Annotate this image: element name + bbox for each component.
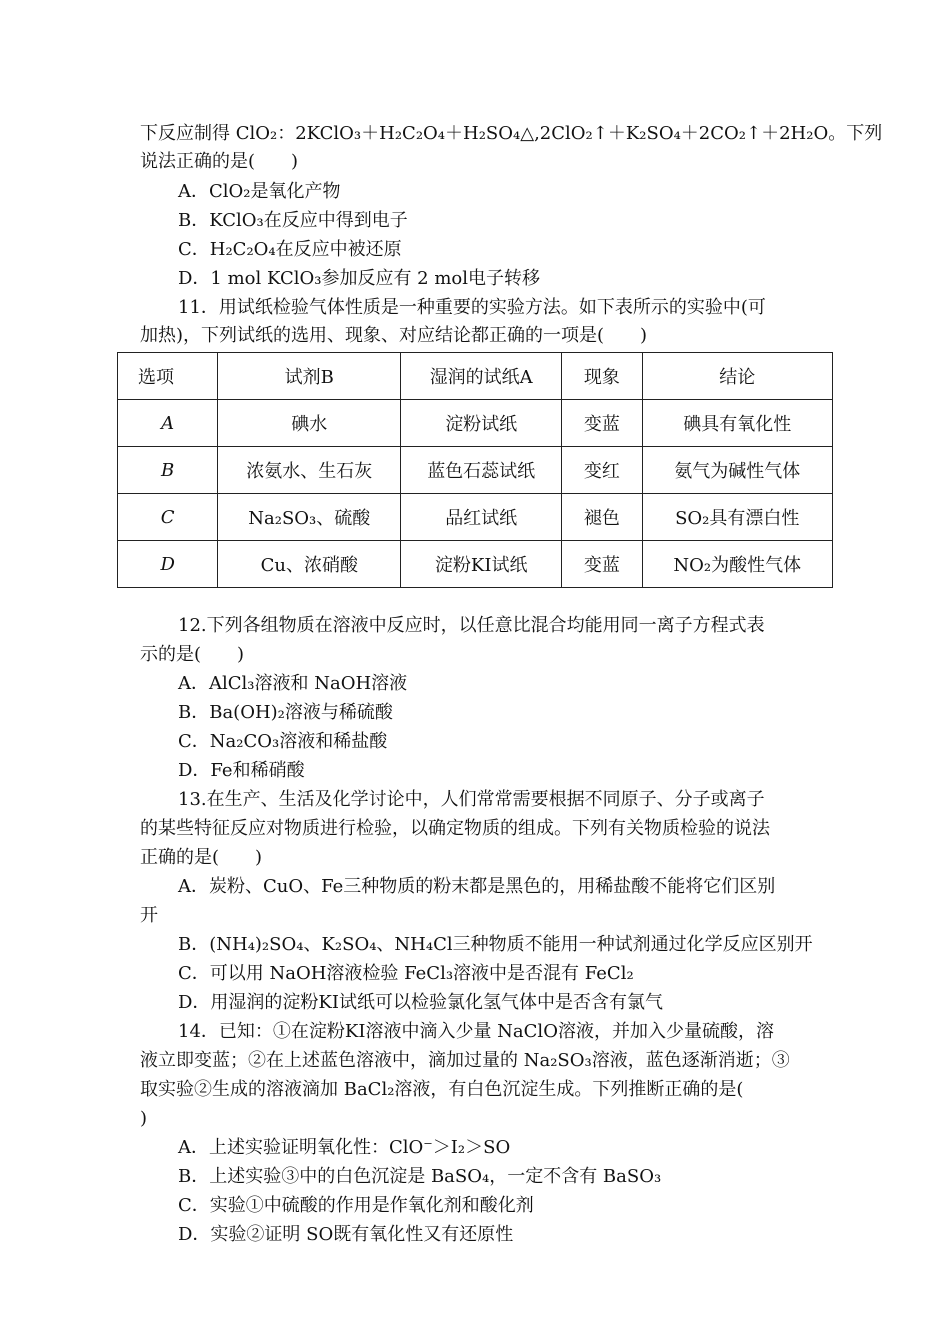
experiment-table <box>117 352 833 588</box>
q14-option-d: D．实验②证明 SO既有氧化性又有还原性 <box>178 1224 514 1245</box>
table-header-row <box>118 353 833 400</box>
q10-option-a: A．ClO₂是氧化产物 <box>178 181 341 202</box>
header-option: 选项 <box>118 353 218 400</box>
q12-option-d: D．Fe和稀硝酸 <box>178 760 305 781</box>
q14-option-c: C．实验①中硫酸的作用是作氧化剂和酸化剂 <box>178 1195 534 1216</box>
table-cell: 褪色 <box>562 494 642 541</box>
q10-stem-line-2: 说法正确的是( ) <box>140 151 299 172</box>
table-cell: 碘水 <box>218 400 401 447</box>
q10-option-b: B．KClO₃在反应中得到电子 <box>178 210 408 231</box>
q14-option-b: B．上述实验③中的白色沉淀是 BaSO₄，一定不含有 BaSO₃ <box>178 1166 662 1187</box>
table-cell: B <box>118 447 218 494</box>
table-row <box>118 400 833 447</box>
q13-option-a-line-1: A．炭粉、CuO、Fe三种物质的粉末都是黑色的，用稀盐酸不能将它们区别 <box>178 876 776 897</box>
table-cell: 变蓝 <box>562 541 642 588</box>
table-cell: 变红 <box>562 447 642 494</box>
q13-option-d: D．用湿润的淀粉KI试纸可以检验氯化氢气体中是否含有氯气 <box>178 992 663 1013</box>
q14-stem-line-3: 取实验②生成的溶液滴加 BaCl₂溶液，有白色沉淀生成。下列推断正确的是( <box>140 1079 744 1100</box>
header-conclusion: 结论 <box>642 353 832 400</box>
q12-stem-line-1: 12.下列各组物质在溶液中反应时，以任意比混合均能用同一离子方程式表 <box>178 615 765 636</box>
q13-stem-line-3: 正确的是( ) <box>140 847 263 868</box>
q12-option-a: A．AlCl₃溶液和 NaOH溶液 <box>178 673 408 694</box>
q14-stem-line-2: 液立即变蓝；②在上述蓝色溶液中，滴加过量的 Na₂SO₃溶液，蓝色逐渐消逝；③ <box>140 1050 790 1071</box>
table-cell: 淀粉试纸 <box>401 400 562 447</box>
table-cell: 浓氨水、生石灰 <box>218 447 401 494</box>
q11-stem-line-1: 11．用试纸检验气体性质是一种重要的实验方法。如下表所示的实验中(可 <box>178 297 766 318</box>
table-cell: 氨气为碱性气体 <box>642 447 832 494</box>
table-cell: 蓝色石蕊试纸 <box>401 447 562 494</box>
q13-option-c: C．可以用 NaOH溶液检验 FeCl₃溶液中是否混有 FeCl₂ <box>178 963 634 984</box>
header-phenomenon: 现象 <box>562 353 642 400</box>
q12-option-b: B．Ba(OH)₂溶液与稀硫酸 <box>178 702 393 723</box>
q14-option-a: A．上述实验证明氧化性：ClO⁻＞I₂＞SO <box>178 1137 511 1158</box>
q13-stem-line-1: 13.在生产、生活及化学讨论中，人们常常需要根据不同原子、分子或离子 <box>178 789 765 810</box>
q12-option-c: C．Na₂CO₃溶液和稀盐酸 <box>178 731 388 752</box>
q11-stem-line-2: 加热)，下列试纸的选用、现象、对应结论都正确的一项是( ) <box>140 325 648 346</box>
table-cell: 淀粉KI试纸 <box>401 541 562 588</box>
table-row <box>118 447 833 494</box>
table-cell: 碘具有氧化性 <box>642 400 832 447</box>
q13-option-a-line-2: 开 <box>140 905 158 926</box>
table-row <box>118 541 833 588</box>
q13-option-b: B．(NH₄)₂SO₄、K₂SO₄、NH₄Cl三种物质不能用一种试剂通过化学反应区别开 <box>178 934 813 955</box>
header-test-paper: 湿润的试纸A <box>401 353 562 400</box>
q14-stem-line-4: ) <box>140 1108 148 1129</box>
q14-stem-line-1: 14．已知：①在淀粉KI溶液中滴入少量 NaClO溶液，并加入少量硫酸，溶 <box>178 1021 774 1042</box>
header-reagent: 试剂B <box>218 353 401 400</box>
table-cell: 变蓝 <box>562 400 642 447</box>
table-cell: C <box>118 494 218 541</box>
table-cell: D <box>118 541 218 588</box>
table-cell: 品红试纸 <box>401 494 562 541</box>
q10-option-c: C．H₂C₂O₄在反应中被还原 <box>178 239 402 260</box>
q10-option-d: D．1 mol KClO₃参加反应有 2 mol电子转移 <box>178 268 541 289</box>
q12-stem-line-2: 示的是( ) <box>140 644 245 665</box>
q13-stem-line-2: 的某些特征反应对物质进行检验，以确定物质的组成。下列有关物质检验的说法 <box>140 818 770 839</box>
table-cell: Na₂SO₃、硫酸 <box>218 494 401 541</box>
table-row <box>118 494 833 541</box>
table-cell: NO₂为酸性气体 <box>642 541 832 588</box>
table-cell: A <box>118 400 218 447</box>
table-cell: SO₂具有漂白性 <box>642 494 832 541</box>
table-cell: Cu、浓硝酸 <box>218 541 401 588</box>
q10-stem-line-1: 下反应制得 ClO₂：2KClO₃＋H₂C₂O₄＋H₂SO₄△,2ClO₂↑＋K₂SO₄＋2CO₂↑＋2H₂O。下列 <box>140 123 883 144</box>
